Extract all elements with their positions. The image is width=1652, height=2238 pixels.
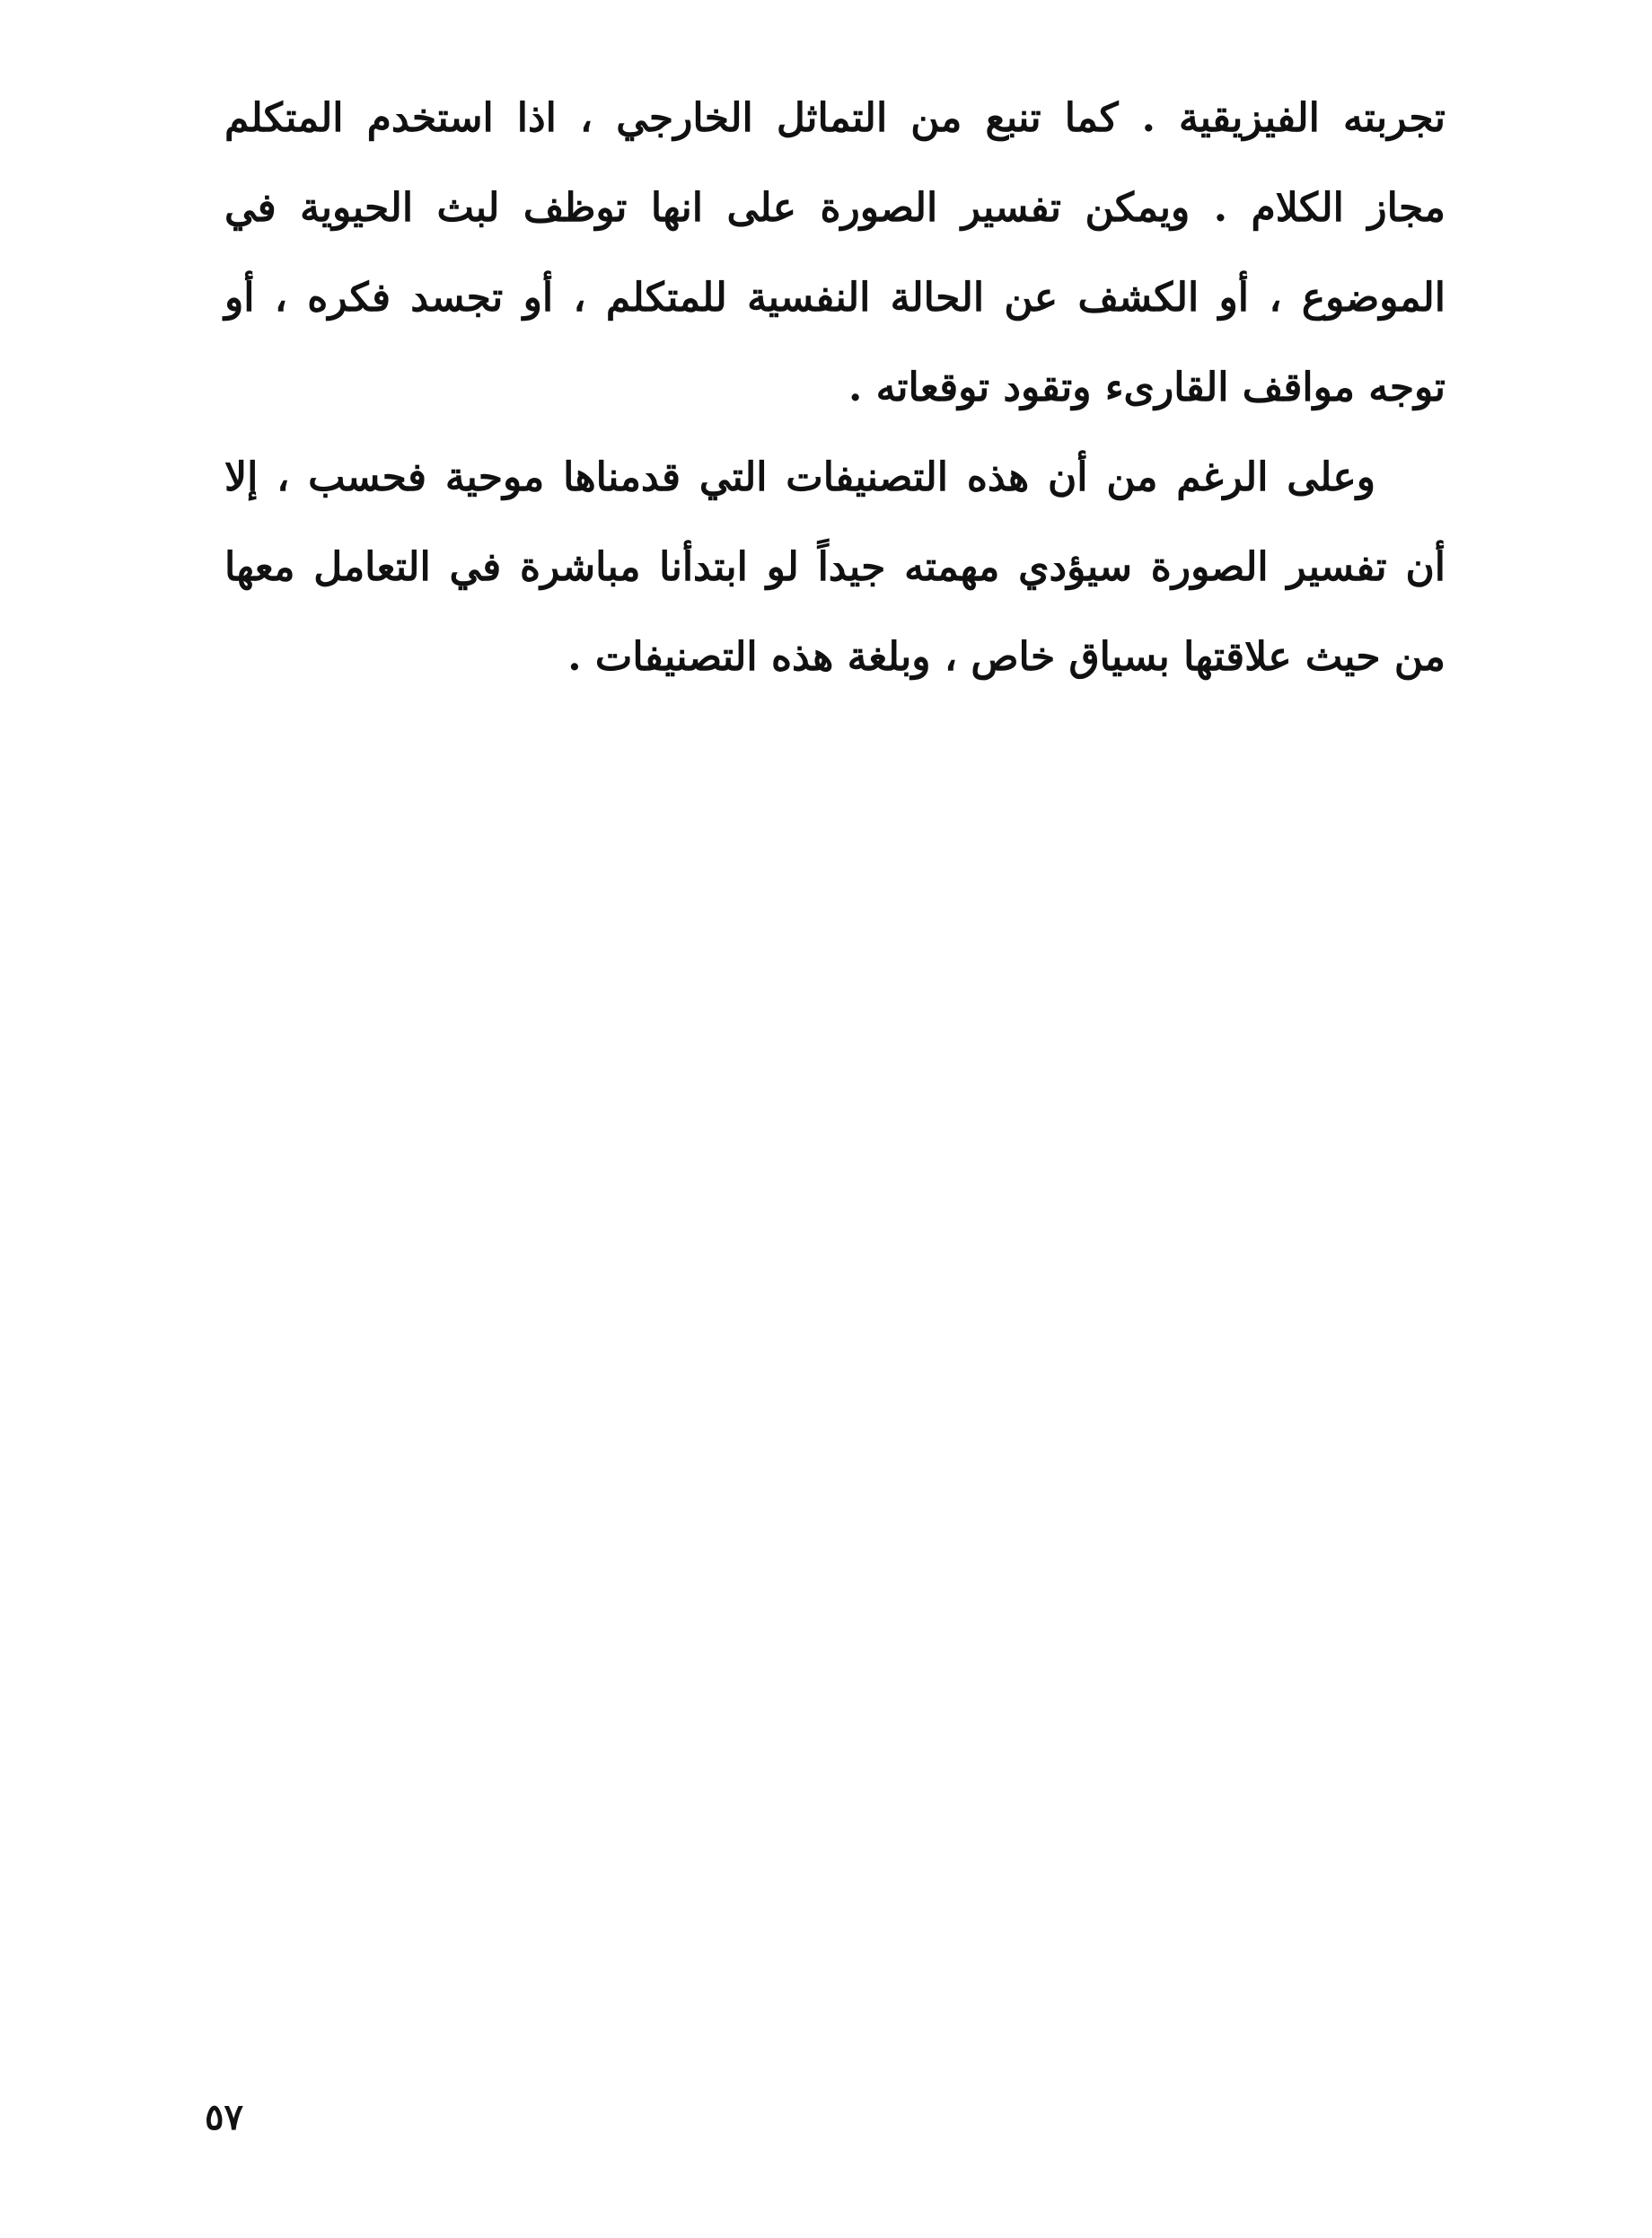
- text-line: تجربته الفيزيقية . كما تنبع من التماثل الخارجي ، اذا استخدم المتكلم: [224, 95, 1446, 141]
- text-line: أن تفسير الصورة سيؤدي مهمته جيداً لو ابتدأنا مباشرة في التعامل معها: [224, 544, 1446, 590]
- page-number: ٥٧: [205, 2096, 243, 2138]
- text-line: وعلى الرغم من أن هذه التصنيفات التي قدمناها موحية فحسب ، إلا: [224, 454, 1375, 500]
- text-line: توجه مواقف القارىء وتقود توقعاته .: [848, 365, 1446, 410]
- paragraph-1: [224, 97, 1446, 410]
- text-line: من حيث علاقتها بسياق خاص ، وبلغة هذه التصنيفات .: [567, 634, 1446, 680]
- text-line: مجاز الكلام . ويمكن تفسير الصورة على انها توظف لبث الحيوية في: [224, 185, 1446, 231]
- paragraph-2: [224, 456, 1446, 679]
- text-line: الموضوع ، أو الكشف عن الحالة النفسية للمتكلم ، أو تجسد فكره ، أو: [224, 275, 1446, 321]
- body-text: [224, 97, 1446, 726]
